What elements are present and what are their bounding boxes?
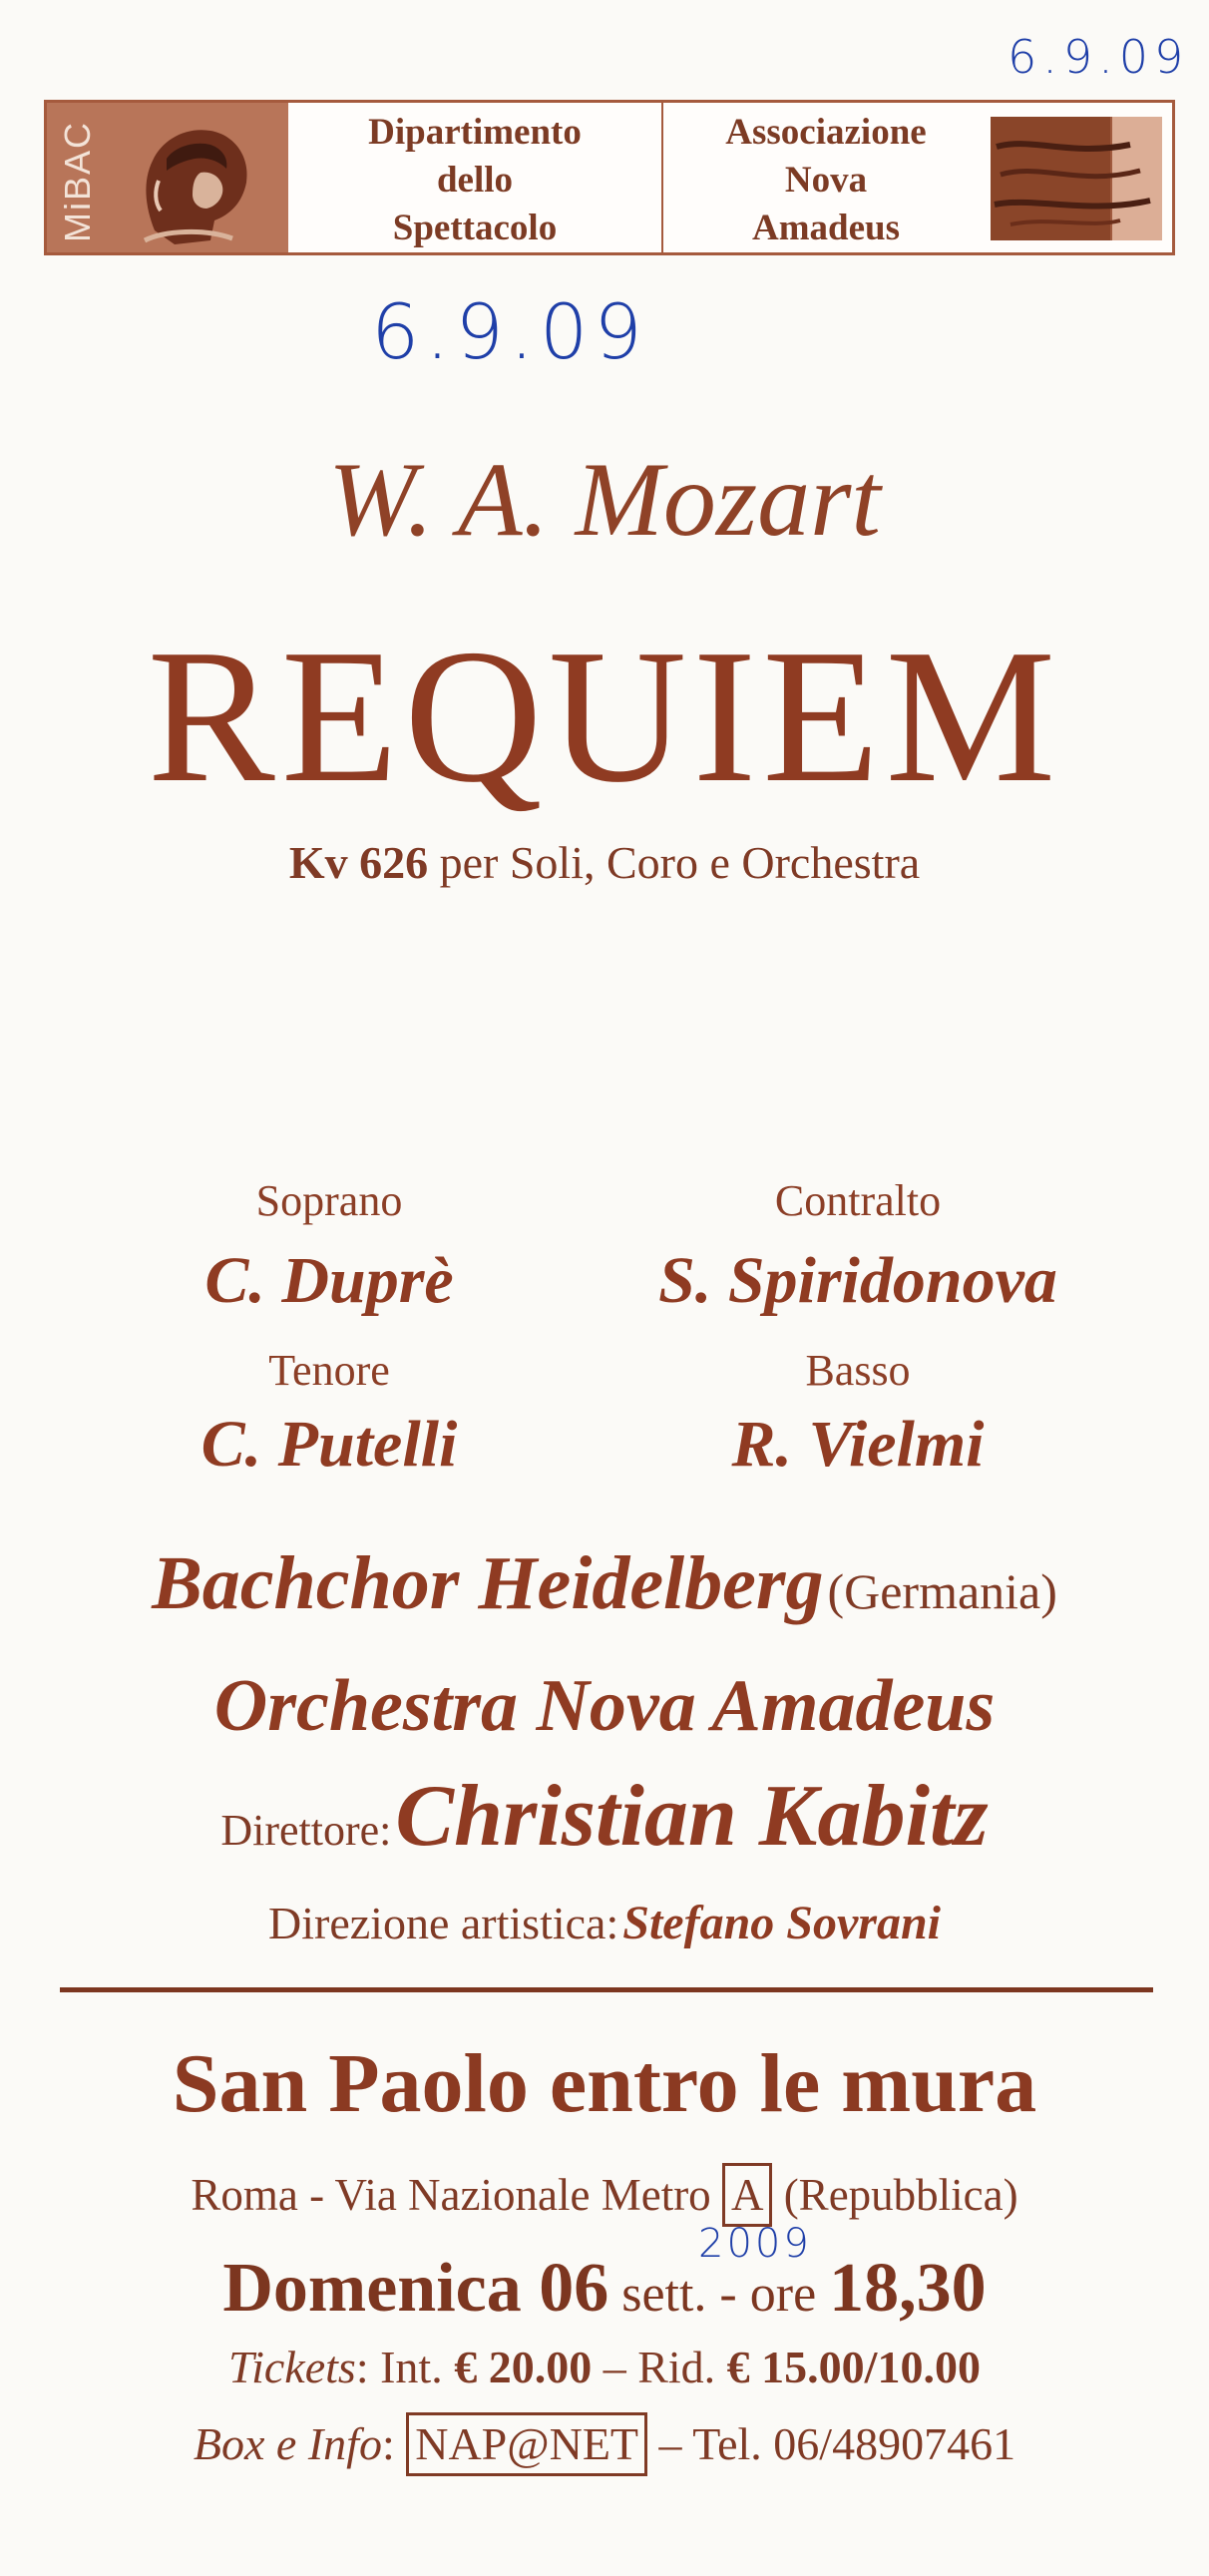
role-soprano: Soprano [255, 1176, 403, 1225]
orchestra-name: Orchestra Nova Amadeus [213, 1665, 996, 1747]
artistic-direction-line [0, 1896, 1209, 1950]
conductor-name: Christian Kabitz [395, 1768, 989, 1865]
department-block [288, 103, 663, 252]
event-month-time-label: sett. - ore [608, 2266, 830, 2323]
venue-address [0, 2163, 1209, 2227]
choir-country: (Germania) [827, 1563, 1057, 1619]
dept-line-2: dello [436, 160, 514, 201]
singer-soprano: C. Duprè [204, 1244, 454, 1317]
address-street: Roma - Via Nazionale Metro [191, 2170, 722, 2220]
venue-name: San Paolo entro le mura [172, 2037, 1037, 2130]
mibac-logo [47, 103, 288, 252]
info-label: Box e Info [193, 2418, 382, 2469]
assoc-line-2: Nova [784, 160, 868, 201]
handwritten-date-top-right: 6.9.09 [1008, 30, 1190, 84]
mibac-logo-text: MiBAC [57, 120, 99, 243]
work-title: REQUIEM [147, 610, 1062, 822]
mozart-bust-icon [115, 111, 264, 248]
event-date [0, 2249, 1209, 2329]
assoc-line-3: Amadeus [751, 208, 901, 248]
tickets-label: Tickets [228, 2342, 356, 2392]
work-subtitle [0, 836, 1209, 889]
info-telephone: – Tel. 06/48907461 [647, 2418, 1016, 2469]
decorative-artwork-icon [991, 117, 1162, 240]
header-banner [44, 100, 1175, 255]
role-contralto: Contralto [774, 1176, 942, 1225]
event-time: 18,30 [829, 2250, 987, 2327]
handwritten-year: 2009 [698, 2221, 812, 2267]
dept-line-1: Dipartimento [368, 112, 582, 153]
composer-name: W. A. Mozart [328, 441, 881, 558]
choir-line [0, 1540, 1209, 1627]
divider-rule [60, 1987, 1153, 1992]
info-colon: : [381, 2418, 407, 2469]
artistic-name: Stefano Sovrani [622, 1897, 941, 1949]
singer-tenore: C. Putelli [201, 1408, 458, 1481]
napnet-badge: NAP@NET [406, 2412, 647, 2476]
role-tenore: Tenore [268, 1346, 390, 1395]
address-station: (Repubblica) [772, 2170, 1018, 2220]
kv-number: Kv 626 [288, 837, 429, 888]
event-day: Domenica 06 [222, 2250, 609, 2327]
choir-name: Bachchor Heidelberg [152, 1541, 824, 1625]
role-basso: Basso [805, 1346, 911, 1395]
info-line [0, 2412, 1209, 2476]
dept-line-3: Spettacolo [392, 208, 558, 248]
tickets-rid-label: – Rid. [592, 2342, 727, 2392]
subtitle-rest: per Soli, Coro e Orchestra [428, 837, 921, 888]
tickets-int-label: : Int. [355, 2342, 455, 2392]
association-block [665, 103, 987, 252]
metro-line-badge: A [722, 2163, 773, 2227]
singer-contralto: S. Spiridonova [658, 1244, 1057, 1317]
handwritten-date-under-header: 6.9.09 [371, 287, 648, 376]
conductor-label: Direttore: [220, 1806, 392, 1855]
tickets-int-price: € 20.00 [454, 2342, 593, 2392]
assoc-line-1: Associazione [725, 112, 927, 153]
artistic-label: Direzione artistica: [268, 1898, 619, 1948]
conductor-line [0, 1766, 1209, 1867]
tickets-rid-price: € 15.00/10.00 [726, 2342, 981, 2392]
tickets-line [0, 2341, 1209, 2393]
singer-basso: R. Vielmi [731, 1408, 985, 1481]
